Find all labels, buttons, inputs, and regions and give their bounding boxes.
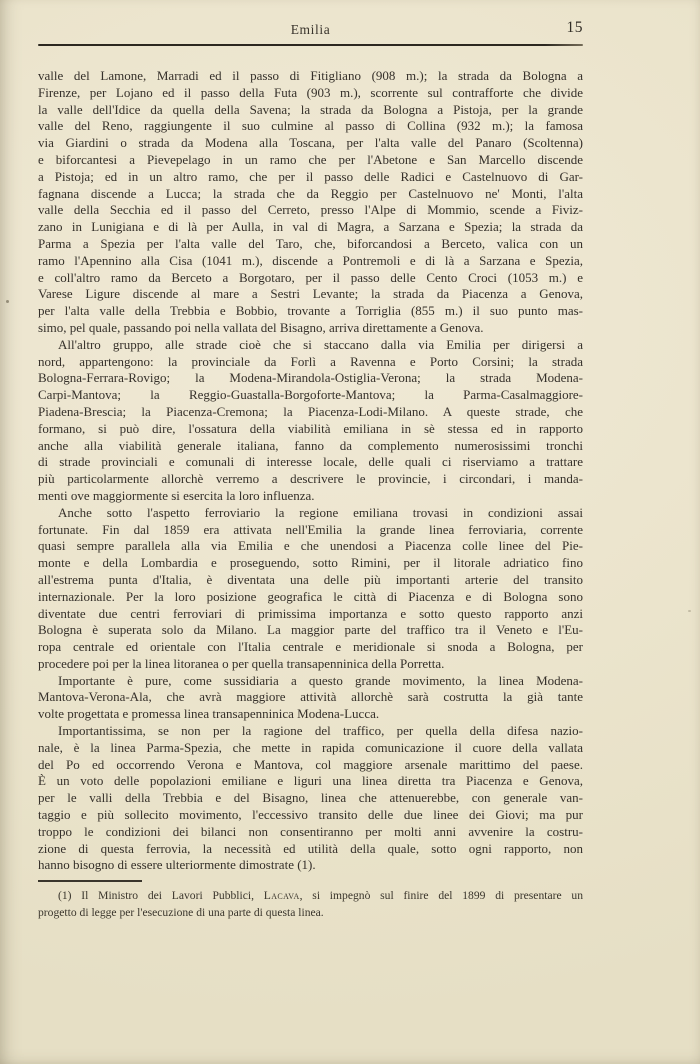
text-line: diventate due centri ferroviari di primissima importanza e sotto questo rapporto anzi (38, 605, 583, 621)
text-line: taggio e più sollecito movimento, l'eccessivo transito delle due linee dei Giovi; ma pur (38, 807, 583, 823)
text-line: hanno bisogno di essere ulteriormente dimostrate (1). (38, 857, 316, 873)
footnote-text: , si impegnò sul finire del 1899 di presentare un (299, 889, 583, 902)
paragraph (38, 337, 583, 505)
header-rule (38, 44, 583, 46)
text-line: monte e della Lombardia e proseguendo, sotto Rimini, per il litorale adriatico fino (38, 555, 583, 571)
text-line: più particolarmente allorchè verremo a descrivere le provincie, i circondari, i manda- (38, 471, 583, 487)
footnote (38, 887, 583, 921)
footnote-smallcaps-name: Lacava (263, 889, 300, 902)
text-line: formano, si può dire, l'ossatura della viabilità emiliana in sè stessa ed in rapporto (38, 420, 583, 436)
text-line: Piadena-Brescia; la Piacenza-Cremona; la Piacenza-Lodi-Milano. A queste strade, che (38, 403, 583, 419)
footnote-text: progetto di legge per l'esecuzione di una parte di questa linea. (38, 906, 324, 919)
page-title: Emilia (290, 22, 331, 37)
text-line: e biforcantesi a Pievepelago in un ramo che per l'Abetone e San Marcello discende (38, 151, 583, 167)
page-number: 15 (566, 19, 583, 36)
footnote-text: (1) Il Ministro dei Lavori Pubblici, (58, 889, 264, 902)
text-line: di strade provinciali e comunali di interesse locale, delle quali ci riserviamo a trattare (38, 454, 583, 470)
text-line: zano in Lunigiana e di là per Aulla, in val di Magra, a Sarzana e Spezia; la strada da (38, 219, 583, 235)
text-line: Mantova-Verona-Ala, che avrà maggiore attività allorchè sarà costrutta la già tante (38, 689, 583, 705)
text-line: Anche sotto l'aspetto ferroviario la regione emiliana trovasi in condizioni assai (58, 504, 583, 520)
text-line: Bologna è superata solo da Milano. La maggior parte del traffico tra il Veneto e l'Eu- (38, 622, 583, 638)
text-line: menti ove maggiormente si esercita la loro influenza. (38, 487, 315, 503)
text-line: procedere poi per la linea litoranea o per quella transapenninica della Porretta. (38, 655, 445, 671)
text-line: Importantissima, se non per la ragione del traffico, per quella della difesa nazio- (58, 723, 583, 739)
text-line: fagnana discende a Lucca; la strada che da Reggio per Castelnuovo ne' Monti, l'alta (38, 185, 583, 201)
text-line: la valle dell'Idice da quella della Savena; la strada da Bologna a Pistoja, per la grande (38, 101, 583, 117)
paragraph (38, 505, 583, 673)
text-line: Firenze, per Lojano ed il passo della Futa (903 m.), scorrente sul contrafforte che divide (38, 84, 583, 100)
paragraph (38, 68, 583, 337)
text-line: fortunate. Fin dal 1859 era attivata nell'Emilia la grande linea ferroviaria, corrente (38, 521, 583, 537)
text-line: per le valli della Trebbia e del Bisagno, linea che attenuerebbe, con generale van- (38, 790, 583, 806)
text-line: ramo l'Apennino alla Cisa (1041 m.), discende a Pontremoli e di là a Sarzana e Spezia, (38, 252, 583, 268)
text-line: All'altro gruppo, alle strade cioè che si staccano dalla via Emilia per dirigersi a (58, 336, 583, 352)
text-line: troppo le condizioni dei bilanci non consentiranno per molti anni avvenire la costru- (38, 823, 583, 839)
paragraph (38, 723, 583, 874)
body-text (38, 60, 583, 874)
text-line: È un voto delle popolazioni emiliane e liguri una linea diretta tra Piacenza e Genova, (38, 773, 583, 789)
text-line: nord, appartengono: la provinciale da Forlì a Ravenna e Porto Corsini; la strada (38, 353, 583, 369)
text-line: Bologna-Ferrara-Rovigo; la Modena-Mirandola-Ostiglia-Verona; la strada Modena- (38, 370, 583, 386)
text-line: a Pistoja; ed in un altro ramo, che per il passo delle Radici e Castelnuovo di Gar- (38, 168, 583, 184)
text-line: Importante è pure, come sussidiaria a questo grande movimento, la linea Modena- (58, 672, 583, 688)
running-head (38, 0, 583, 44)
text-line: simo, pel quale, passando poi nella vallata del Bisagno, arriva direttamente a Genova. (38, 319, 484, 335)
text-line: Varese Ligure discende al mare a Sestri Levante; la strada da Piacenza a Genova, (38, 286, 583, 302)
paragraph (38, 673, 583, 723)
text-line: valle del Lamone, Marradi ed il passo di Fitigliano (908 m.); la strada da Bologna a (38, 68, 583, 83)
text-line: all'estrema punta d'Italia, è diventata una delle più importanti arterie del transito (38, 571, 583, 587)
text-line: quasi sempre parallela alla via Emilia e che unendosi a Piacenza colle linee del Pie- (38, 538, 583, 554)
text-line: valle del Reno, raggiungente il suo culmine al passo di Collina (932 m.); la famosa (38, 118, 583, 134)
scan-speck (688, 610, 691, 612)
text-line: Carpi-Mantova; la Reggio-Guastalla-Borgoforte-Mantova; la Parma-Casalmaggiore- (38, 387, 583, 403)
text-line: e coll'altro ramo da Berceto a Borgotaro, per il passo delle Cento Croci (1053 m.) e (38, 269, 583, 285)
text-line: nale, è la linea Parma-Spezia, che mette in rapida comunicazione il cuore della vallata (38, 739, 583, 755)
text-line: per l'alta valle della Trebbia e Bobbio, trovante a Torriglia (855 m.) il suo punto mas- (38, 303, 583, 319)
text-line: anche alla viabilità generale italiana, fanno da complemento numerosissimi tronchi (38, 437, 583, 453)
text-column (38, 0, 583, 919)
scan-speck (6, 300, 9, 303)
text-line: internazionale. Per la loro posizione geografica le città di Piacenza e di Bologna sono (38, 588, 583, 604)
text-line: zione di questa ferrovia, la necessità ed utilità della quale, sotto ogni rapporto, non (38, 840, 583, 856)
text-line: Parma a Spezia per l'alta valle del Taro, che, biforcandosi a Berceto, valica con un (38, 235, 583, 251)
text-line: del Po ed occorrendo Verona e Mantova, col maggiore arsenale marittimo del paese. (38, 756, 583, 772)
text-line: volte progettata e promessa linea transapenninica Modena-Lucca. (38, 706, 380, 722)
text-line: via Giardini o strada da Modena alla Toscana, per l'alta valle del Panaro (Scoltenna) (38, 135, 583, 151)
footnote-line (38, 904, 583, 921)
footnote-rule (38, 880, 142, 882)
text-line: valle della Secchia ed il passo del Cerreto, presso l'Alpe di Mommio, scende a Fiviz- (38, 202, 583, 218)
footnote-line (38, 887, 583, 904)
text-line: ropa centrale ed orientale con l'Italia centrale e meridionale si snoda a Bologna, per (38, 639, 583, 655)
